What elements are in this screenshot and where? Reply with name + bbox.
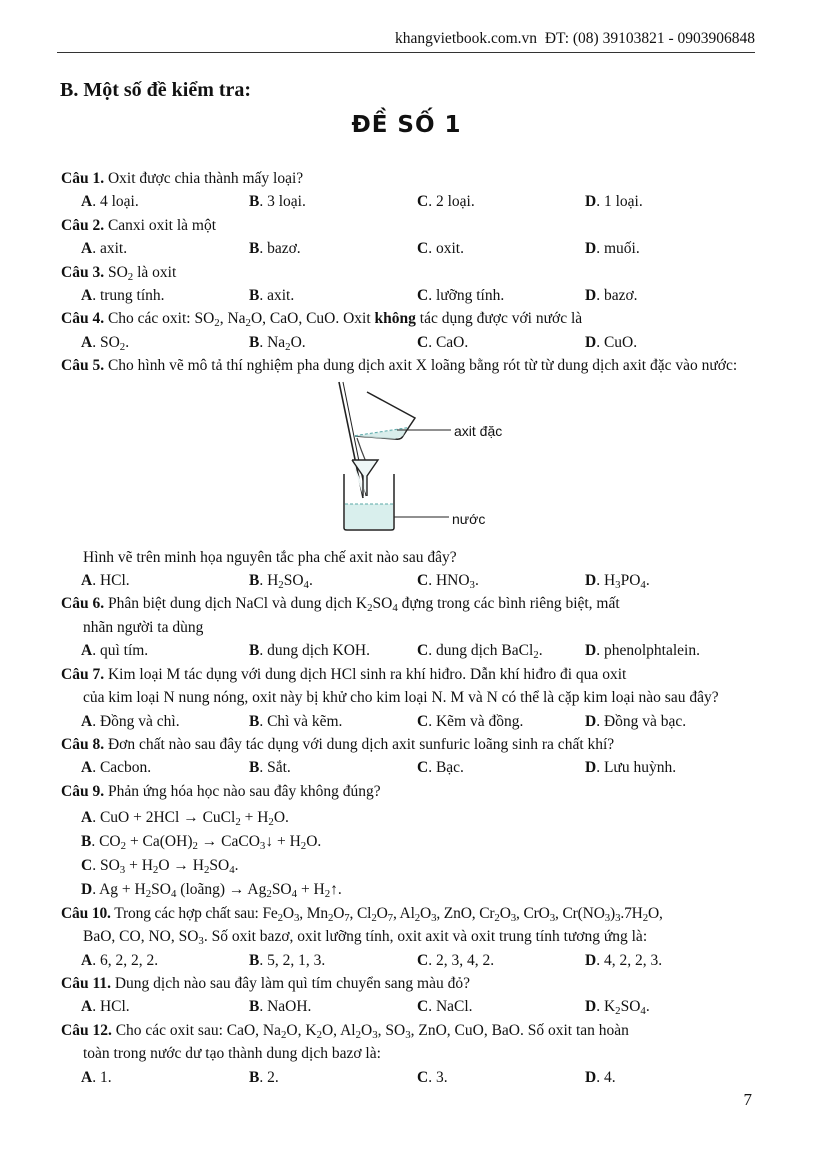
option-a[interactable]: A. Đồng và chì.: [81, 712, 180, 730]
question-5: [61, 354, 753, 592]
question-label: Câu 5.: [61, 357, 105, 375]
option-a[interactable]: A. axit.: [81, 240, 128, 258]
question-stem: Câu 1. Oxit được chia thành mấy loại?: [61, 170, 304, 187]
option-d[interactable]: D. 4, 2, 2, 3.: [585, 951, 663, 969]
option-b[interactable]: B. 2.: [249, 1068, 279, 1086]
option-d[interactable]: D. 4.: [585, 1068, 616, 1086]
exam-title: ĐỀ SỐ 1: [351, 112, 462, 138]
question-stem: Câu 3. $SO_2$ là oxit: [61, 263, 177, 283]
page-number: 7: [743, 1090, 752, 1109]
answer-options: [61, 1066, 753, 1089]
option-c[interactable]: C. dung dịch BaCl$_2$.: [417, 642, 543, 662]
header-phone: ĐT: (08) 39103821 - 0903906848: [544, 30, 755, 47]
option-a[interactable]: A. quì tím.: [81, 642, 149, 660]
option-a[interactable]: A. HCl.: [81, 998, 130, 1016]
option-a[interactable]: A. 1.: [81, 1068, 112, 1086]
question-text: Cho hình vẽ mô tả thí nghiệm pha dung dịch axit X loãng bằng rót từ từ dung dịch axit đặc vào nước:: [107, 357, 738, 375]
question-stem: Câu 8. Đơn chất nào sau đây tác dụng với dung dịch axit sunfuric loãng sinh ra chất khí?: [61, 735, 615, 753]
option-c[interactable]: C. $HNO_3$.: [417, 572, 479, 592]
question-12: Câu 12. Cho các oxit sau: CaO, $Na_2O$, $K_2O$, $Al_2O_3$, $SO_3$, ZnO, CuO, BaO. Số oxit tan hoàn toàn trong nước dư tạo thành dung dịch bazơ là: A. 1. B. 2. C. 3. D. 4.: [61, 1019, 753, 1089]
answer-options: [61, 756, 753, 779]
option-a[interactable]: A. Cacbon.: [81, 759, 152, 777]
label-concentrated-acid: axit đặc: [454, 422, 503, 439]
header-site: khangvietbook.com.vn: [395, 30, 538, 47]
option-d[interactable]: D. 1 loại.: [585, 193, 643, 211]
option-b[interactable]: B. Chì và kẽm.: [249, 712, 343, 730]
water-beaker: [344, 474, 394, 530]
question-list: [61, 167, 753, 1089]
option-a[interactable]: A. CuO + 2HCl → CuCl$_2$ + $H_2O$.: [81, 809, 289, 829]
option-b[interactable]: B. NaOH.: [249, 998, 312, 1016]
question-stem: Câu 2. Canxi oxit là một: [61, 216, 217, 234]
option-b[interactable]: B. dung dịch KOH.: [249, 642, 370, 660]
acid-beaker: [355, 392, 415, 439]
label-water: nước: [452, 510, 486, 527]
option-b[interactable]: B. $H_2SO_4$.: [249, 572, 313, 592]
option-b[interactable]: B. $Na_2O$.: [249, 333, 306, 353]
option-d[interactable]: D. bazơ.: [585, 287, 638, 305]
question-8: [61, 733, 753, 780]
option-d[interactable]: D. Đồng và bạc.: [585, 712, 687, 730]
option-c[interactable]: C. 2 loại.: [417, 193, 475, 211]
question-stem: Câu 4. Cho các oxit: $SO_2$, $Na_2O$, CaO, CuO. Oxit không tác dụng được với nước là: [61, 310, 583, 330]
option-c[interactable]: C. 2, 3, 4, 2.: [417, 951, 495, 969]
answer-options: [61, 806, 753, 902]
option-c[interactable]: C. CaO.: [417, 333, 469, 351]
answer-options: [61, 710, 753, 733]
option-c[interactable]: C. Kẽm và đồng.: [417, 712, 524, 730]
section-title: B. Một số đề kiểm tra:: [60, 79, 252, 101]
option-a[interactable]: A. trung tính.: [81, 287, 165, 305]
question-11: [61, 972, 753, 1019]
answer-options: [61, 331, 753, 354]
option-d[interactable]: D. $H_3PO_4$.: [585, 572, 650, 592]
option-d[interactable]: D. $K_2SO_4$.: [585, 998, 650, 1018]
option-b[interactable]: B. $CO_2 + Ca(OH)_2$ → CaCO$_3$↓ + $H_2O$.: [81, 832, 322, 852]
answer-options: [61, 284, 753, 307]
question-stem: Câu 11. Dung dịch nào sau đây làm quì tím chuyển sang màu đỏ?: [61, 974, 470, 992]
option-d[interactable]: D. muối.: [585, 240, 640, 258]
question-stem: Câu 7. Kim loại M tác dụng với dung dịch HCl sinh ra khí hiđro. Dẫn khí hiđro đi qua oxit: [61, 665, 627, 683]
question-9: [61, 780, 753, 902]
option-b[interactable]: B. axit.: [249, 287, 295, 305]
option-a[interactable]: A. $SO_2$.: [81, 333, 130, 353]
question-3: [61, 261, 753, 308]
question-stem: [61, 354, 753, 377]
option-d[interactable]: D. Lưu huỳnh.: [585, 759, 677, 777]
option-c[interactable]: C. oxit.: [417, 240, 464, 258]
question-stem: Câu 12. Cho các oxit sau: CaO, $Na_2O$, $K_2O$, $Al_2O_3$, $SO_3$, ZnO, CuO, BaO. Số oxit tan hoàn: [61, 1021, 629, 1041]
answer-options: [61, 237, 753, 260]
question-4: [61, 307, 753, 354]
answer-options: [61, 995, 753, 1018]
question-1: [61, 167, 753, 214]
answer-options: [61, 190, 753, 213]
option-c[interactable]: C. $SO_3 + H_2O \to H_2SO_4$.: [81, 856, 239, 876]
answer-options: [61, 949, 753, 972]
question-6: Câu 6. Phân biệt dung dịch NaCl và dung dịch $K_2SO_4$ đựng trong các bình riêng biệt, mất nhãn người ta dùng A. quì tím. B. dung dịch KOH. C. dung dịch BaCl$_2$. D. phenolphtalein.: [61, 592, 753, 662]
option-c[interactable]: C. NaCl.: [417, 998, 473, 1016]
option-c[interactable]: C. Bạc.: [417, 759, 464, 777]
experiment-figure: [61, 378, 753, 546]
header-divider: [57, 52, 755, 53]
question-7: Câu 7. Kim loại M tác dụng với dung dịch HCl sinh ra khí hiđro. Dẫn khí hiđro đi qua oxit của kim loại N nung nóng, oxit này bị khử cho kim loại N. M và N có thể là cặp kim loại nào sau đây? A. Đồng và chì. B. Chì và kẽm. C. Kẽm và đồng. D. Đồng và bạc.: [61, 663, 753, 733]
question-10: Câu 10. Trong các hợp chất sau: $Fe_2O_3$, $Mn_2O_7$, $Cl_2O_7$, $Al_2O_3$, ZnO, $Cr_2O_3$, CrO$_3$, $Cr(NO_3)_3.7H_2O$, BaO, CO, NO, $SO_3$. Số oxit bazơ, oxit lưỡng tính, oxit axit và oxit trung tính tương ứng là: A. 6, 2, 2, 2. B. 5, 2, 1, 3. C. 2, 3, 4, 2. D. 4, 2, 2, 3.: [61, 902, 753, 972]
page-header: [395, 30, 755, 48]
question-stem: Câu 10. Trong các hợp chất sau: $Fe_2O_3$, $Mn_2O_7$, $Cl_2O_7$, $Al_2O_3$, ZnO, $Cr_2O_3$, CrO$_3$, $Cr(NO_3)_3.7H_2O$,: [61, 904, 663, 924]
option-c[interactable]: C. lưỡng tính.: [417, 287, 505, 305]
option-b[interactable]: B. 3 loại.: [249, 193, 306, 211]
option-a[interactable]: A. 4 loại.: [81, 193, 139, 211]
question-stem: Câu 6. Phân biệt dung dịch NaCl và dung dịch $K_2SO_4$ đựng trong các bình riêng biệt, mất: [61, 595, 620, 615]
option-c[interactable]: C. 3.: [417, 1068, 448, 1086]
funnel: [352, 460, 378, 496]
option-a[interactable]: A. HCl.: [81, 572, 130, 590]
dilution-diagram: [331, 378, 531, 546]
option-b[interactable]: B. Sắt.: [249, 759, 291, 777]
option-b[interactable]: B. bazơ.: [249, 240, 301, 258]
question-stem: Câu 9. Phản ứng hóa học nào sau đây không đúng?: [61, 782, 381, 800]
option-a[interactable]: A. 6, 2, 2, 2.: [81, 951, 159, 969]
answer-options: [61, 569, 753, 592]
option-d[interactable]: D. phenolphtalein.: [585, 642, 700, 660]
option-d[interactable]: D. $Ag + H_2SO_4$ (loãng) → $Ag_2SO_4$ + $H_2↑$.: [81, 881, 342, 901]
option-b[interactable]: B. 5, 2, 1, 3.: [249, 951, 326, 969]
answer-options: [61, 639, 753, 662]
option-d[interactable]: D. CuO.: [585, 333, 638, 351]
question-followup: Hình vẽ trên minh họa nguyên tắc pha chế axit nào sau đây?: [83, 548, 457, 566]
question-2: [61, 214, 753, 261]
